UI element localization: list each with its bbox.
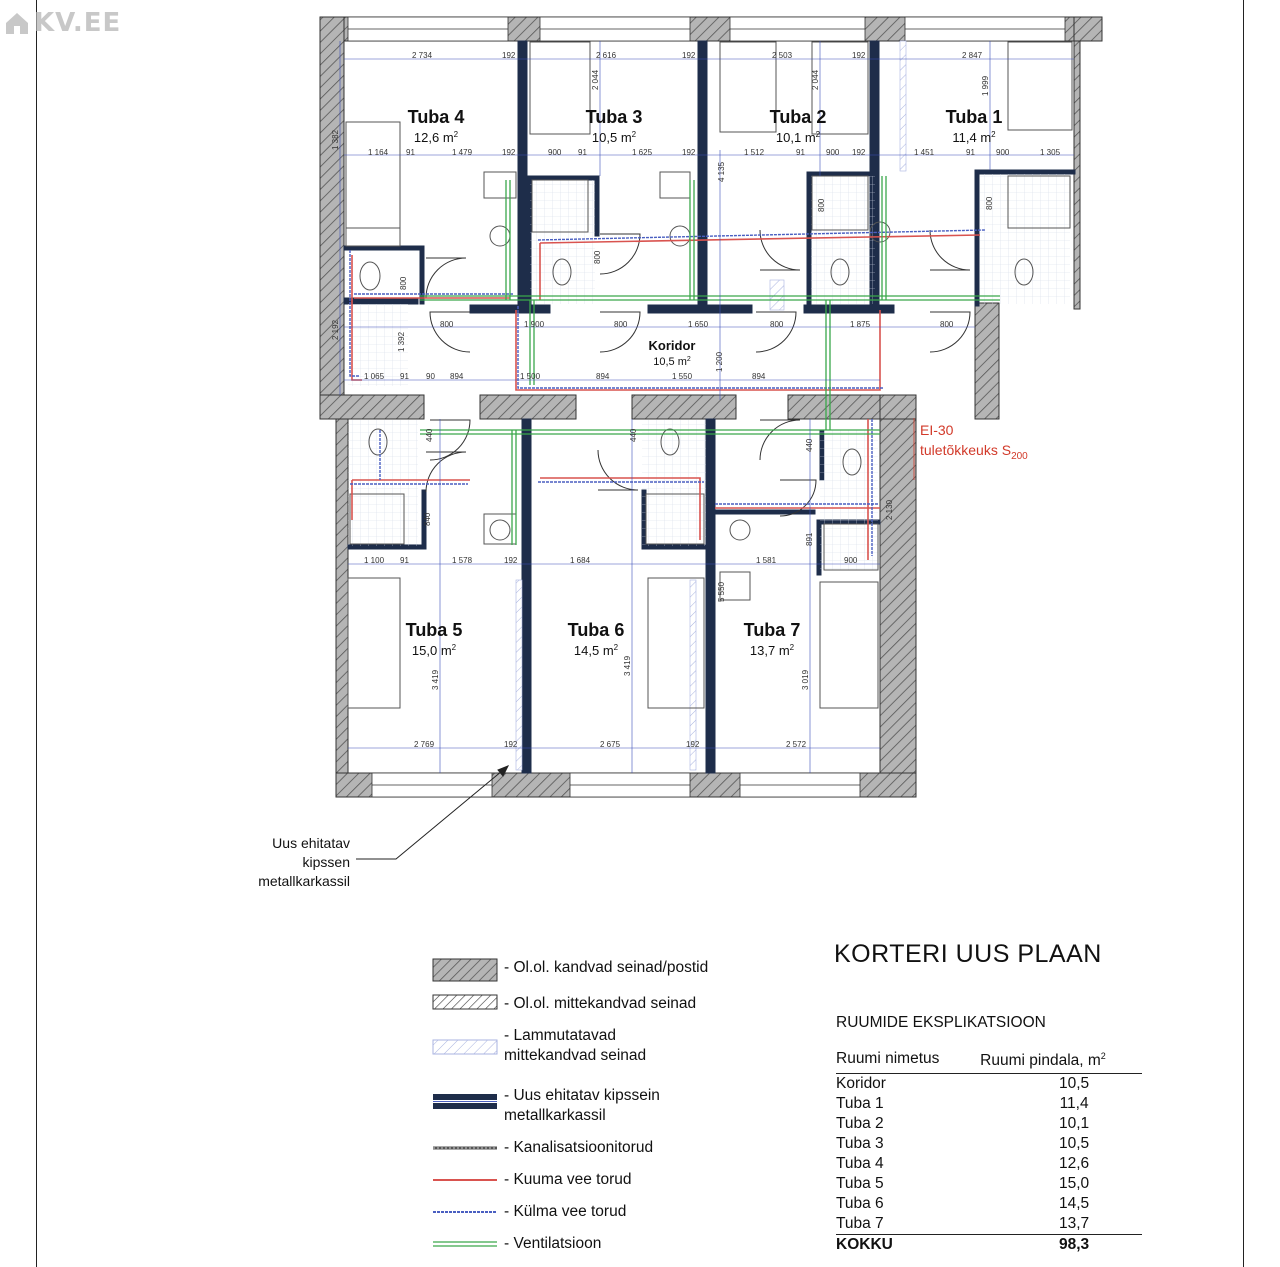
row-name: Tuba 4 — [836, 1155, 884, 1173]
dim-label: 192 — [852, 148, 866, 157]
dim-label: 192 — [682, 148, 696, 157]
dim-label: 1 578 — [452, 556, 473, 565]
room-name-tuba-2: Tuba 2 — [769, 107, 827, 127]
legend-item-bearing — [432, 958, 708, 982]
room-area-value: 10,5 — [653, 356, 675, 368]
dim-label: 891 — [805, 532, 814, 546]
total-area: 98,3 — [966, 1235, 1142, 1256]
dim-label: 91 — [578, 148, 587, 157]
dim-label: 192 — [504, 740, 518, 749]
dim-label: 3 419 — [431, 669, 440, 690]
room-name-tuba-4: Tuba 4 — [407, 107, 465, 127]
dim-label: 1 512 — [744, 148, 765, 157]
fire-door-sub: 200 — [1011, 451, 1028, 462]
dim-label: 1 550 — [672, 372, 693, 381]
legend-item-vent — [432, 1234, 601, 1254]
dim-label: 2 130 — [885, 499, 894, 520]
new-wall-callout — [200, 834, 350, 891]
row-name: Tuba 7 — [836, 1215, 884, 1233]
row-name: Tuba 5 — [836, 1175, 884, 1193]
row-name: Tuba 1 — [836, 1095, 884, 1113]
row-name: Tuba 2 — [836, 1115, 884, 1133]
row-area: 14,5 — [1059, 1195, 1090, 1213]
dim-label: 1 451 — [914, 148, 935, 157]
room-name-tuba-6: Tuba 6 — [567, 620, 625, 640]
row-area: 12,6 — [1059, 1155, 1090, 1173]
dim-label: 900 — [996, 148, 1010, 157]
dim-label: 900 — [826, 148, 840, 157]
room-area-unit: m — [677, 356, 687, 368]
legend-line: metallkarkassil — [504, 1107, 606, 1124]
room-area-value: 13,7 — [749, 643, 776, 658]
room-name-tuba-3: Tuba 3 — [585, 107, 643, 127]
legend-item-demolish — [432, 1026, 646, 1066]
row-name: Tuba 3 — [836, 1135, 884, 1153]
room-area-tuba-7: 13,7 $m^2$ — [749, 643, 795, 658]
dim-label: 1 200 — [715, 351, 724, 372]
legend-item-nonbearing — [432, 994, 696, 1014]
dim-label: 440 — [629, 428, 638, 442]
room-area-tuba-2: 10,1 $m^2$ — [775, 130, 821, 145]
nonbearing-wall-swatch — [432, 994, 498, 1010]
sewer-pipe-swatch — [432, 1138, 498, 1158]
table-total-row — [836, 1235, 1142, 1256]
dim-label: 2 572 — [786, 740, 807, 749]
dim-label: 440 — [425, 428, 434, 442]
dim-label: 2 734 — [412, 51, 433, 60]
dim-label: 3 019 — [801, 669, 810, 690]
legend-label — [504, 1086, 660, 1126]
room-area-tuba-4: 12,6 $m^2$ — [413, 130, 459, 145]
row-area: 10,5 — [1059, 1075, 1090, 1093]
dim-label: 192 — [682, 51, 696, 60]
legend-item-sewer — [432, 1138, 653, 1158]
legend-line: - Lammutatavad — [504, 1027, 616, 1044]
dim-label: 440 — [805, 438, 814, 452]
table-row — [836, 1194, 1142, 1214]
col-room-name: Ruumi nimetus — [836, 1046, 966, 1074]
plan-title: KORTERI UUS PLAAN — [834, 940, 1102, 968]
explication-title: RUUMIDE EKSPLIKATSIOON — [836, 1014, 1046, 1031]
dim-label: 90 — [426, 372, 435, 381]
legend-label: - Kanalisatsioonitorud — [504, 1139, 654, 1156]
dim-label: 1 392 — [397, 331, 406, 352]
dim-label: 1 900 — [524, 320, 545, 329]
row-area: 15,0 — [1059, 1175, 1090, 1193]
legend-item-newwall — [432, 1086, 660, 1126]
room-area-value: 10,1 — [775, 130, 802, 145]
dim-label: 900 — [548, 148, 562, 157]
dim-label: 1 100 — [364, 556, 385, 565]
table-header-row — [836, 1046, 1142, 1074]
dim-label: 894 — [752, 372, 766, 381]
dim-label: 192 — [686, 740, 700, 749]
row-area: 11,4 — [1059, 1095, 1089, 1113]
dim-label: 800 — [940, 320, 954, 329]
room-area-koridor: 10,5 $m^2$ — [653, 356, 691, 368]
row-area: 10,5 — [1059, 1135, 1090, 1153]
legend-label: - Külma vee torud — [504, 1203, 627, 1220]
room-name-tuba-5: Tuba 5 — [405, 620, 463, 640]
row-area: 13,7 — [1059, 1215, 1090, 1233]
dim-label: 1 625 — [632, 148, 653, 157]
room-name-koridor: Koridor — [648, 338, 696, 353]
dim-label: 1 875 — [850, 320, 871, 329]
room-area-unit: m — [778, 643, 790, 658]
room-area-unit: m — [442, 130, 454, 145]
dim-label: 2 847 — [962, 51, 983, 60]
room-area-tuba-1: 11,4 $m^2$ — [952, 130, 996, 145]
dim-label: 91 — [406, 148, 415, 157]
dim-label: 2 192 — [331, 319, 340, 340]
dim-label: 1 065 — [364, 372, 385, 381]
callout-line: kipssen — [302, 854, 350, 870]
dim-label: 800 — [614, 320, 628, 329]
dim-label: 1 650 — [688, 320, 709, 329]
hot-water-swatch — [432, 1170, 498, 1190]
dim-label: 2 675 — [600, 740, 621, 749]
fire-door-note — [914, 418, 1028, 480]
room-area-tuba-6: 14,5 $m^2$ — [573, 643, 619, 658]
table-row — [836, 1094, 1142, 1114]
dim-label: 900 — [844, 556, 858, 565]
legend-label: - Kuuma vee torud — [504, 1171, 632, 1188]
dim-label: 4 135 — [717, 161, 726, 182]
dim-label: 840 — [423, 512, 432, 526]
table-row — [836, 1174, 1142, 1194]
dim-label: 91 — [966, 148, 975, 157]
col-room-area-text: Ruumi pindala, m — [980, 1052, 1101, 1070]
dim-label: 2 769 — [414, 740, 435, 749]
dim-label: 5 550 — [717, 581, 726, 602]
fire-door-text: tuletõkkeuks S — [920, 442, 1012, 458]
table-row — [836, 1154, 1142, 1174]
room-area-value: 12,6 — [413, 130, 440, 145]
room-area-value: 14,5 — [573, 643, 600, 658]
dim-label: 894 — [596, 372, 610, 381]
ventilation-swatch — [432, 1234, 498, 1254]
legend-label — [504, 1026, 646, 1066]
room-name-tuba-7: Tuba 7 — [743, 620, 801, 640]
row-area: 10,1 — [1059, 1115, 1090, 1133]
logo-text: KV.EE — [34, 8, 122, 38]
callout-line: metallkarkassil — [258, 873, 350, 889]
dim-label: 1 164 — [368, 148, 389, 157]
table-row — [836, 1214, 1142, 1235]
dim-label: 2 044 — [811, 69, 820, 90]
dim-label: 800 — [593, 250, 602, 264]
dim-label: 91 — [796, 148, 805, 157]
new-wall-swatch — [432, 1086, 498, 1122]
dim-label: 2 503 — [772, 51, 793, 60]
table-row — [836, 1134, 1142, 1154]
dim-label: 192 — [852, 51, 866, 60]
room-area-unit: m — [804, 130, 816, 145]
dim-label: 91 — [400, 556, 409, 565]
room-area-value: 10,5 — [591, 130, 618, 145]
total-name: KOKKU — [836, 1235, 966, 1256]
room-area-unit: m — [620, 130, 632, 145]
room-name-tuba-1: Tuba 1 — [945, 107, 1003, 127]
dim-label: 2 616 — [596, 51, 617, 60]
col-room-area: Ruumi pindala, $m^2$ — [966, 1046, 1142, 1074]
row-name: Tuba 6 — [836, 1195, 884, 1213]
legend-label: - Ol.ol. mittekandvad seinad — [504, 995, 697, 1012]
dim-label: 800 — [399, 276, 408, 290]
dim-label: 800 — [770, 320, 784, 329]
room-area-unit: m — [602, 643, 614, 658]
legend-label: - Ol.ol. kandvad seinad/postid — [504, 959, 709, 976]
dim-label: 1 581 — [756, 556, 777, 565]
cold-water-swatch — [432, 1202, 498, 1222]
room-area-tuba-3: 10,5 $m^2$ — [591, 130, 637, 145]
dim-label: 894 — [450, 372, 464, 381]
table-row — [836, 1114, 1142, 1134]
legend-item-hot — [432, 1170, 632, 1190]
dim-label: 800 — [440, 320, 454, 329]
legend-line: - Uus ehitatav kipssein — [504, 1087, 660, 1104]
bearing-wall-swatch — [432, 958, 498, 982]
dim-label: 1 479 — [452, 148, 473, 157]
dim-label: 2 044 — [591, 69, 600, 90]
room-area-unit: m — [440, 643, 452, 658]
dim-label: 800 — [985, 196, 994, 210]
legend-line: mittekandvad seinad — [504, 1047, 647, 1064]
dim-label: 3 419 — [623, 655, 632, 676]
dim-label: 800 — [817, 198, 826, 212]
dim-label: 1 305 — [1040, 148, 1061, 157]
dim-label: 192 — [502, 51, 516, 60]
table-row — [836, 1074, 1142, 1095]
explication-rows — [836, 1074, 1142, 1256]
room-area-value: 11,4 — [952, 130, 977, 145]
dim-label: 1 382 — [331, 129, 340, 150]
demolish-wall-swatch — [432, 1026, 498, 1062]
room-area-tuba-5: 15,0 $m^2$ — [411, 643, 457, 658]
dim-label: 1 500 — [520, 372, 541, 381]
row-name: Koridor — [836, 1075, 886, 1093]
callout-line: Uus ehitatav — [272, 835, 350, 851]
legend-label: - Ventilatsioon — [504, 1235, 602, 1252]
explication-table — [836, 1046, 1142, 1255]
fire-door-line1: EI-30 — [920, 422, 954, 438]
dim-label: 192 — [504, 556, 518, 565]
legend-item-cold — [432, 1202, 626, 1222]
room-area-unit: m — [980, 130, 992, 145]
room-area-value: 15,0 — [411, 643, 438, 658]
fire-door-line2 — [920, 442, 1028, 462]
dim-label: 1 999 — [981, 75, 990, 96]
dim-label: 91 — [400, 372, 409, 381]
dim-label: 1 684 — [570, 556, 591, 565]
dim-label: 192 — [502, 148, 516, 157]
